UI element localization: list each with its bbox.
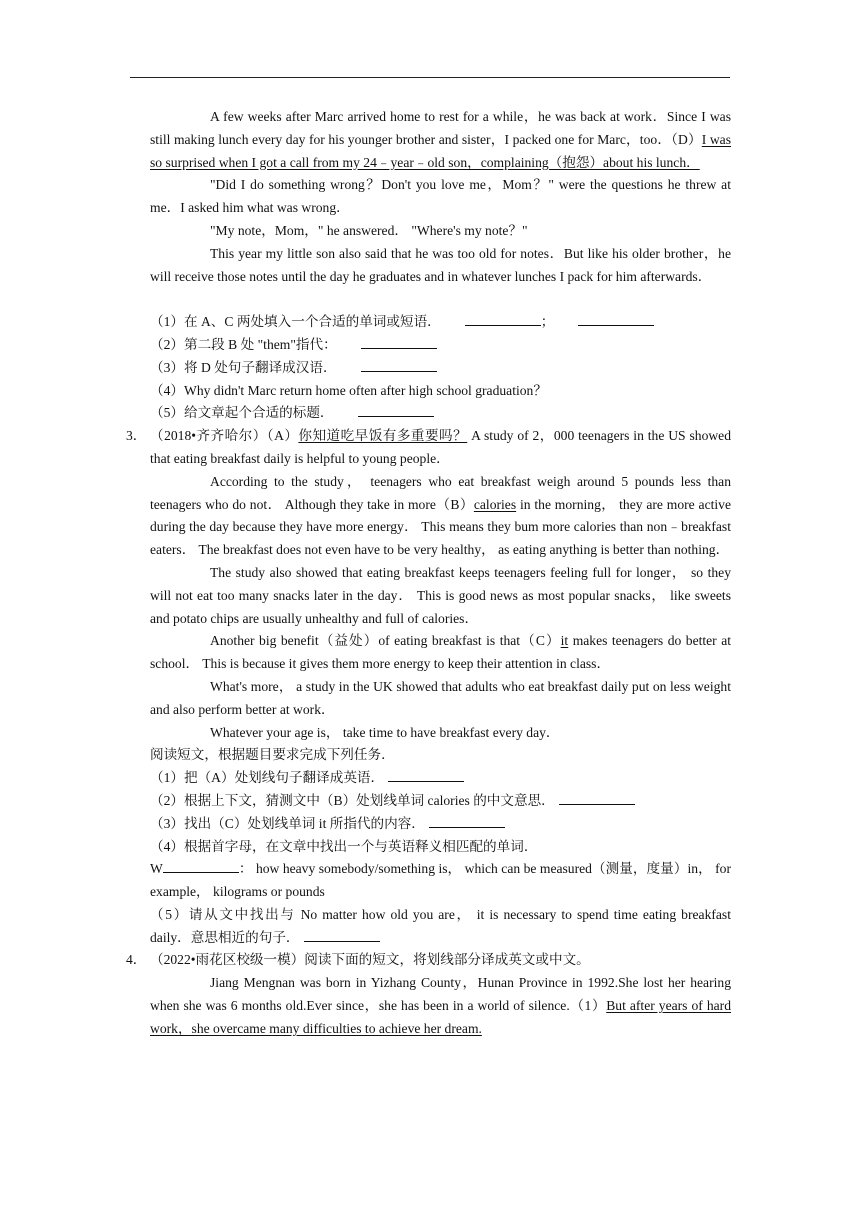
paragraph-text: According to the study， teenagers who eat breakfast weigh around 5 pounds less than teenagers who do not． Although they take in more（B）: [150, 473, 731, 512]
passage3-underlined-word-c: it: [560, 633, 569, 649]
passage3-intro: A study of 2，000 teenagers in the US showed that eating breakfast daily is helpful to young people．: [150, 428, 732, 466]
question-text: （3）找出（C）处划线单词 it 所指代的内容．: [150, 815, 425, 831]
answer-blank[interactable]: [163, 860, 239, 873]
passage3-question-1: [150, 767, 731, 790]
passage2-paragraph-3: "My note，Mom，" he answered． "Where's my note？": [210, 222, 528, 238]
answer-blank[interactable]: [578, 313, 654, 326]
answer-blank[interactable]: [358, 404, 434, 417]
separator: ；: [540, 314, 555, 330]
passage2-paragraph-2: "Did I do something wrong？Don't you love me，Mom？" were the questions he threw at me．I asked him what was wrong．: [150, 177, 731, 216]
passage3-question-3: [150, 813, 731, 836]
passage2-paragraph-4: This year my little son also said that he was too old for notes．But like his older brother，he will receive those notes until the day he graduates and in whatever lunches I pack for him afterwards．: [150, 245, 731, 284]
question-text: （4）Why didn't Marc return home often after high school graduation？: [150, 382, 547, 398]
passage3-paragraph-2: The study also showed that eating breakfast keeps teenagers feeling full for longer， so they will not eat too many snacks later in the day． This is good news as most popular snacks， like sweets and potato chips are usually unhealthy and full of calories．: [150, 564, 731, 626]
passage2-question-4: [150, 380, 731, 403]
source-label: （2018•齐齐哈尔）（A）: [150, 428, 299, 444]
answer-blank[interactable]: [361, 336, 437, 349]
passage3-instruction: 阅读短文，根据题目要求完成下列任务．: [150, 747, 395, 763]
passage3-paragraph-1: [150, 471, 731, 562]
question-text: （5）给文章起个合适的标题．: [150, 405, 334, 421]
answer-blank[interactable]: [361, 359, 437, 372]
passage2-question-2: [150, 334, 731, 357]
passage3-question-4-line: [150, 858, 731, 904]
passage2-question-3: [150, 357, 731, 380]
passage4-underlined-sentence-1: But after years of hard work，she overcame many difficulties to achieve her dream.: [150, 998, 731, 1036]
passage3-paragraph-4: What's more， a study in the UK showed that adults who eat breakfast daily put on less weight and also perform better at work．: [150, 678, 731, 717]
word-initial: W: [150, 861, 163, 877]
passage2-paragraph-1-text: A few weeks after Marc arrived home to rest for a while，he was back at work．Since I was still making lunch every day for his younger brother and sister，I packed one for Marc，too．（D）: [150, 109, 731, 147]
question-text: （1）在 A、C 两处填入一个合适的单词或短语．: [150, 314, 441, 330]
spacer: [150, 288, 731, 311]
question-text: （2）第二段 B 处 "them"指代：: [150, 336, 337, 352]
passage3-heading: [126, 425, 732, 471]
paragraph-text: Another big benefit（益处）of eating breakfast is that（C）: [210, 633, 561, 649]
paragraph-text: in the morning， they are more active during the day because they have more energy． This means they bum more calories than non﹣breakfast eaters． The breakfast does not even have to be very healthy， as eating anything is better than nothing．: [150, 496, 731, 558]
passage3-paragraph-5: Whatever your age is， take time to have breakfast every day．: [210, 724, 560, 740]
definition-text: ： how heavy somebody/something is， which can be measured（测量，度量）in， for example， kilograms or pounds: [150, 861, 731, 900]
passage2-underlined-sentence-d: I was so surprised when I got a call from my 24﹣year﹣old son，complaining（抱怨）about his lunch．: [150, 131, 731, 170]
passage3-underlined-sentence-a: 你知道吃早饭有多重要吗？: [298, 428, 468, 444]
passage2-question-1: [150, 311, 731, 334]
passage3-question-2: [150, 790, 731, 813]
source-label: （2022•雨花区校级一模）阅读下面的短文，将划线部分译成英文或中文。: [150, 952, 590, 968]
answer-blank[interactable]: [388, 769, 464, 782]
document-content: [126, 106, 732, 1041]
paragraph-text: makes teenagers do better at school． This is because it gives them more energy to keep their attention in class．: [150, 633, 731, 672]
answer-blank[interactable]: [429, 815, 505, 828]
question-number: 4．: [126, 952, 147, 968]
header-rule: [130, 77, 730, 78]
answer-blank[interactable]: [304, 929, 380, 942]
passage4-heading: [126, 949, 731, 972]
question-number: 3．: [126, 428, 147, 444]
paragraph-text: Jiang Mengnan was born in Yizhang County，Hunan Province in 1992.She lost her hearing when she was 6 months old.Ever since，she has been in a world of silence.（1）: [150, 975, 731, 1014]
passage2-paragraph-1: [150, 106, 731, 174]
answer-blank[interactable]: [465, 313, 541, 326]
passage3-paragraph-3: [150, 630, 731, 676]
question-text: （2）根据上下文，猜测文中（B）处划线单词 calories 的中文意思．: [150, 792, 555, 808]
passage3-question-4: （4）根据首字母，在文章中找出一个与英语释义相匹配的单词．: [150, 838, 538, 854]
passage3-underlined-word-b: calories: [473, 496, 517, 512]
answer-blank[interactable]: [559, 792, 635, 805]
passage4-paragraph-1: [150, 972, 731, 1040]
passage3-question-5: [150, 904, 731, 950]
question-text: （5）请从文中找出与 No matter how old you are， it is necessary to spend time eating breakfast daily．意思相近的句子．: [150, 906, 731, 945]
question-text: （1）把（A）处划线句子翻译成英语．: [150, 770, 385, 786]
question-text: （3）将 D 处句子翻译成汉语．: [150, 359, 337, 375]
passage2-question-5: [150, 402, 731, 425]
